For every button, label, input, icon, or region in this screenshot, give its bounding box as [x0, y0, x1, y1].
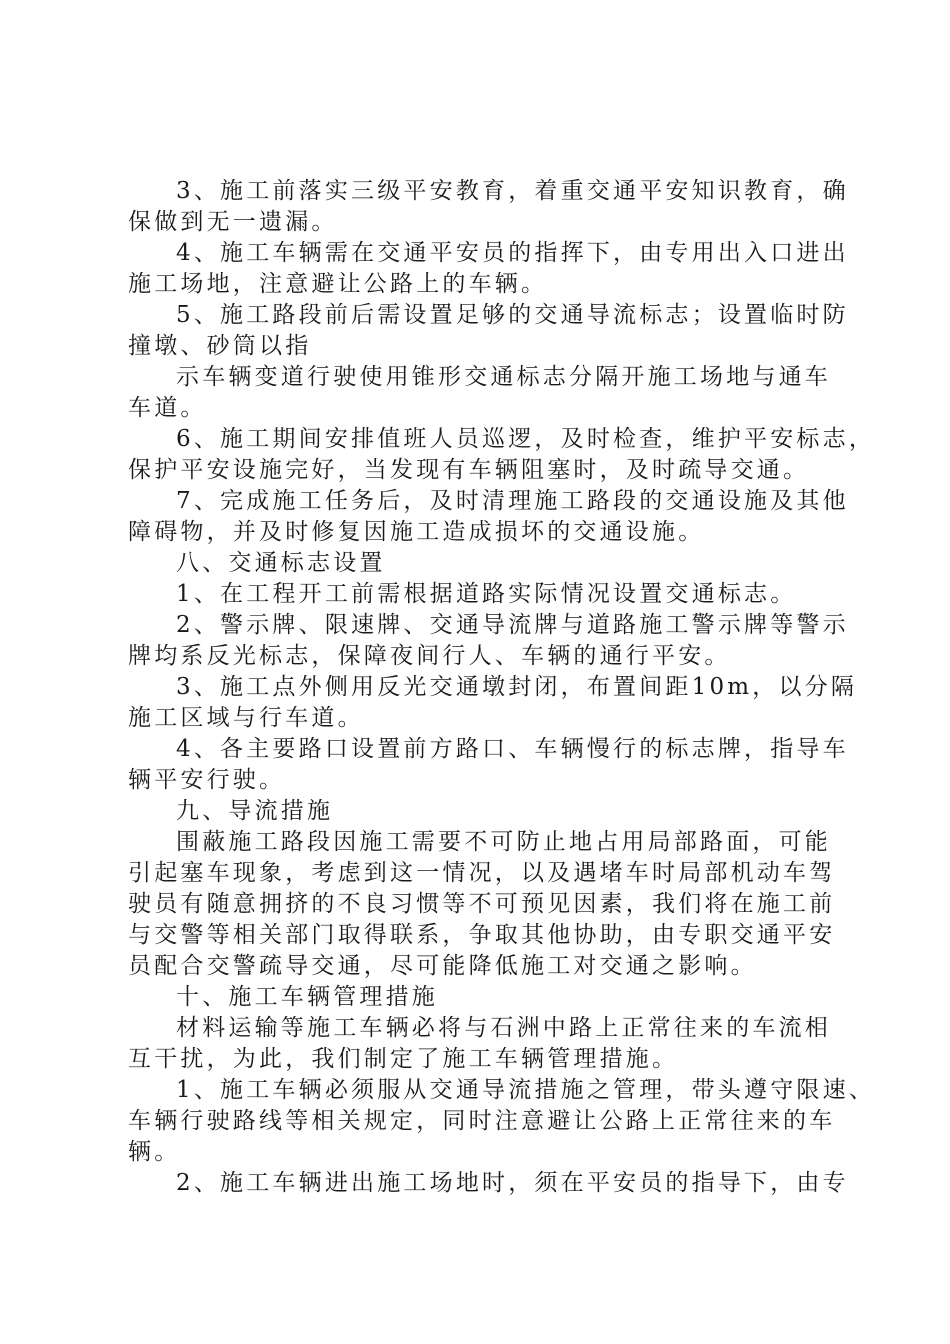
text-line: 保护平安设施完好，当发现有车辆阻塞时，及时疏导交通。 — [128, 457, 810, 483]
text-line: 车道。 — [128, 395, 207, 421]
text-line: 引起塞车现象，考虑到这一情况，以及遇堵车时局部机动车驾 — [128, 860, 836, 886]
text-line: 车辆行驶路线等相关规定，同时注意避让公路上正常往来的车 — [128, 1108, 836, 1134]
text-line: 2、施工车辆进出施工场地时，须在平安员的指导下，由专 — [176, 1170, 849, 1196]
text-line: 员配合交警疏导交通，尽可能降低施工对交通之影响。 — [128, 953, 757, 979]
text-line: 与交警等相关部门取得联系，争取其他协助，由专职交通平安 — [128, 922, 836, 948]
text-line: 施工区域与行车道。 — [128, 705, 364, 731]
text-line: 障碍物，并及时修复因施工造成损坏的交通设施。 — [128, 519, 705, 545]
text-line: 5、施工路段前后需设置足够的交通导流标志；设置临时防 — [176, 302, 849, 328]
text-line: 材料运输等施工车辆必将与石洲中路上正常往来的车流相 — [176, 1015, 831, 1041]
text-line: 撞墩、砂筒以指 — [128, 333, 312, 359]
text-line: 6、施工期间安排值班人员巡逻，及时检查，维护平安标志， — [176, 426, 876, 452]
text-line: 围蔽施工路段因施工需要不可防止地占用局部路面，可能 — [176, 829, 831, 855]
text-line: 4、施工车辆需在交通平安员的指挥下，由专用出入口进出 — [176, 240, 849, 266]
text-line: 2、警示牌、限速牌、交通导流牌与道路施工警示牌等警示 — [176, 612, 849, 638]
section-heading: 九、导流措施 — [176, 798, 334, 824]
text-line: 3、施工前落实三级平安教育，着重交通平安知识教育，确 — [176, 178, 849, 204]
text-line: 7、完成施工任务后，及时清理施工路段的交通设施及其他 — [176, 488, 849, 514]
text-line: 1、在工程开工前需根据道路实际情况设置交通标志。 — [176, 581, 797, 607]
text-line: 3、施工点外侧用反光交通墩封闭，布置间距10m，以分隔 — [176, 674, 858, 700]
text-line: 牌均系反光标志，保障夜间行人、车辆的通行平安。 — [128, 643, 731, 669]
text-line: 4、各主要路口设置前方路口、车辆慢行的标志牌，指导车 — [176, 736, 849, 762]
text-line: 辆平安行驶。 — [128, 767, 286, 793]
text-line: 1、施工车辆必须服从交通导流措施之管理，带头遵守限速、 — [176, 1077, 876, 1103]
text-line: 驶员有随意拥挤的不良习惯等不可预见因素，我们将在施工前 — [128, 891, 836, 917]
text-line: 保做到无一遗漏。 — [128, 209, 338, 235]
text-line: 施工场地，注意避让公路上的车辆。 — [128, 271, 548, 297]
section-heading: 八、交通标志设置 — [176, 550, 386, 576]
text-line: 示车辆变道行驶使用锥形交通标志分隔开施工场地与通车 — [176, 364, 831, 390]
section-heading: 十、施工车辆管理措施 — [176, 984, 438, 1010]
text-line: 辆。 — [128, 1139, 181, 1165]
text-line: 互干扰，为此，我们制定了施工车辆管理措施。 — [128, 1046, 679, 1072]
